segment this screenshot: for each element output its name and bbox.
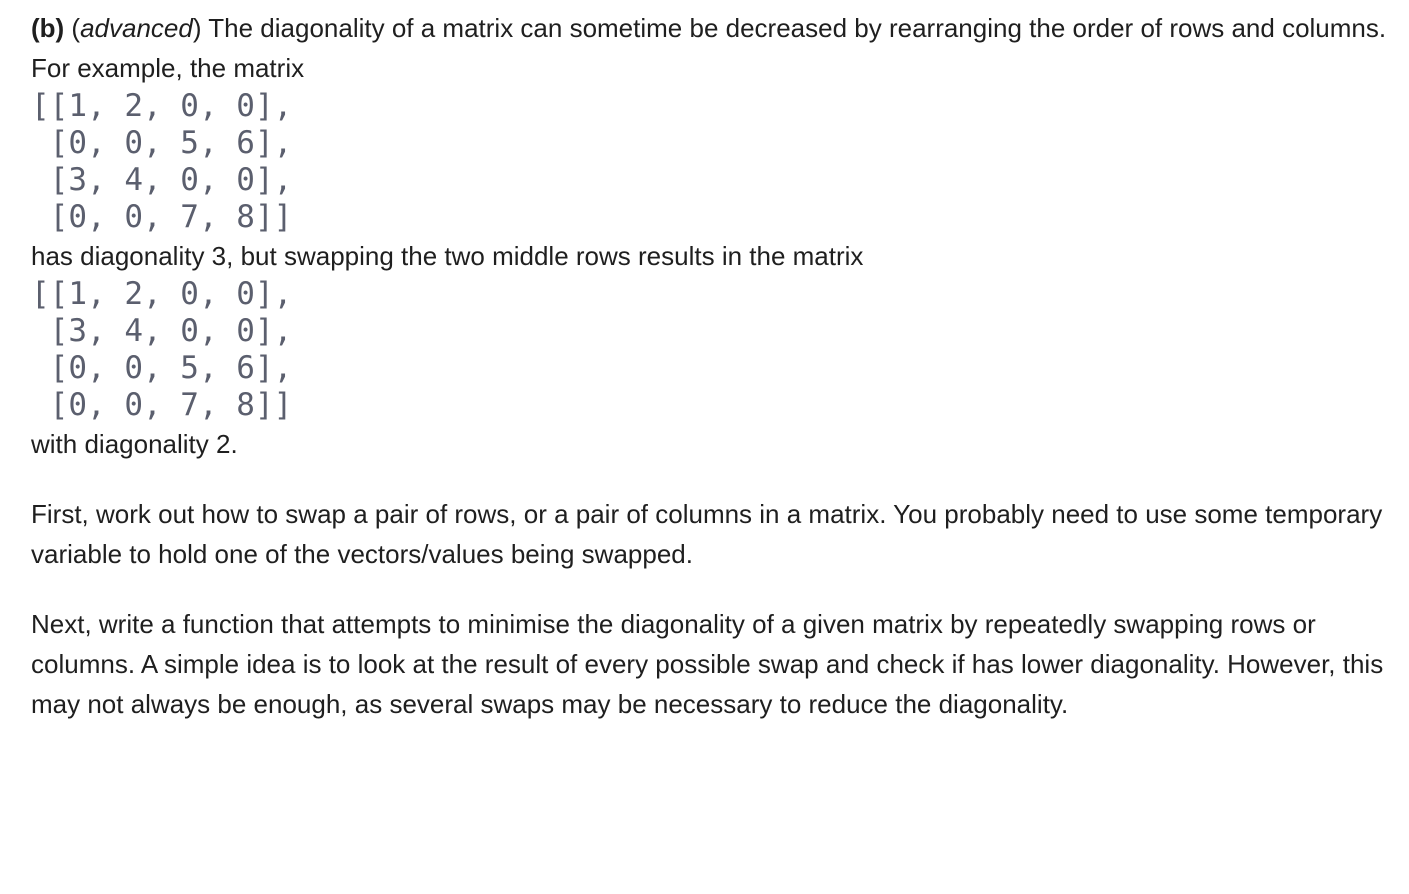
paren-open: (: [64, 13, 81, 43]
matrix-code-block-2: [[1, 2, 0, 0], [3, 4, 0, 0], [0, 0, 5, 6], [0, 0, 7, 8]]: [31, 276, 293, 423]
next-paragraph: Next, write a function that attempts to minimise the diagonality of a given matrix by repeatedly swapping rows or columns. A simple idea is to look at the result of every possible swap and check if has lower diagonality. However, this may not always be enough, as several swaps may be necessary to reduce the diagonality.: [31, 609, 1384, 719]
after-matrix-2-text: with diagonality 2.: [31, 429, 238, 459]
after-matrix-1-text: has diagonality 3, but swapping the two middle rows results in the matrix: [31, 241, 864, 271]
intro-paragraph: [31, 8, 1391, 88]
first-paragraph: First, work out how to swap a pair of rows, or a pair of columns in a matrix. You probably need to use some temporary variable to hold one of the vectors/values being swapped.: [31, 499, 1383, 569]
document-content: [31, 8, 1391, 724]
advanced-label: advanced: [80, 13, 193, 43]
intro-text: ) The diagonality of a matrix can sometime be decreased by rearranging the order of rows and columns. For example, the matrix: [31, 13, 1387, 83]
part-label: (b): [31, 13, 65, 43]
matrix-code-block-1: [[1, 2, 0, 0], [0, 0, 5, 6], [3, 4, 0, 0], [0, 0, 7, 8]]: [31, 88, 293, 235]
